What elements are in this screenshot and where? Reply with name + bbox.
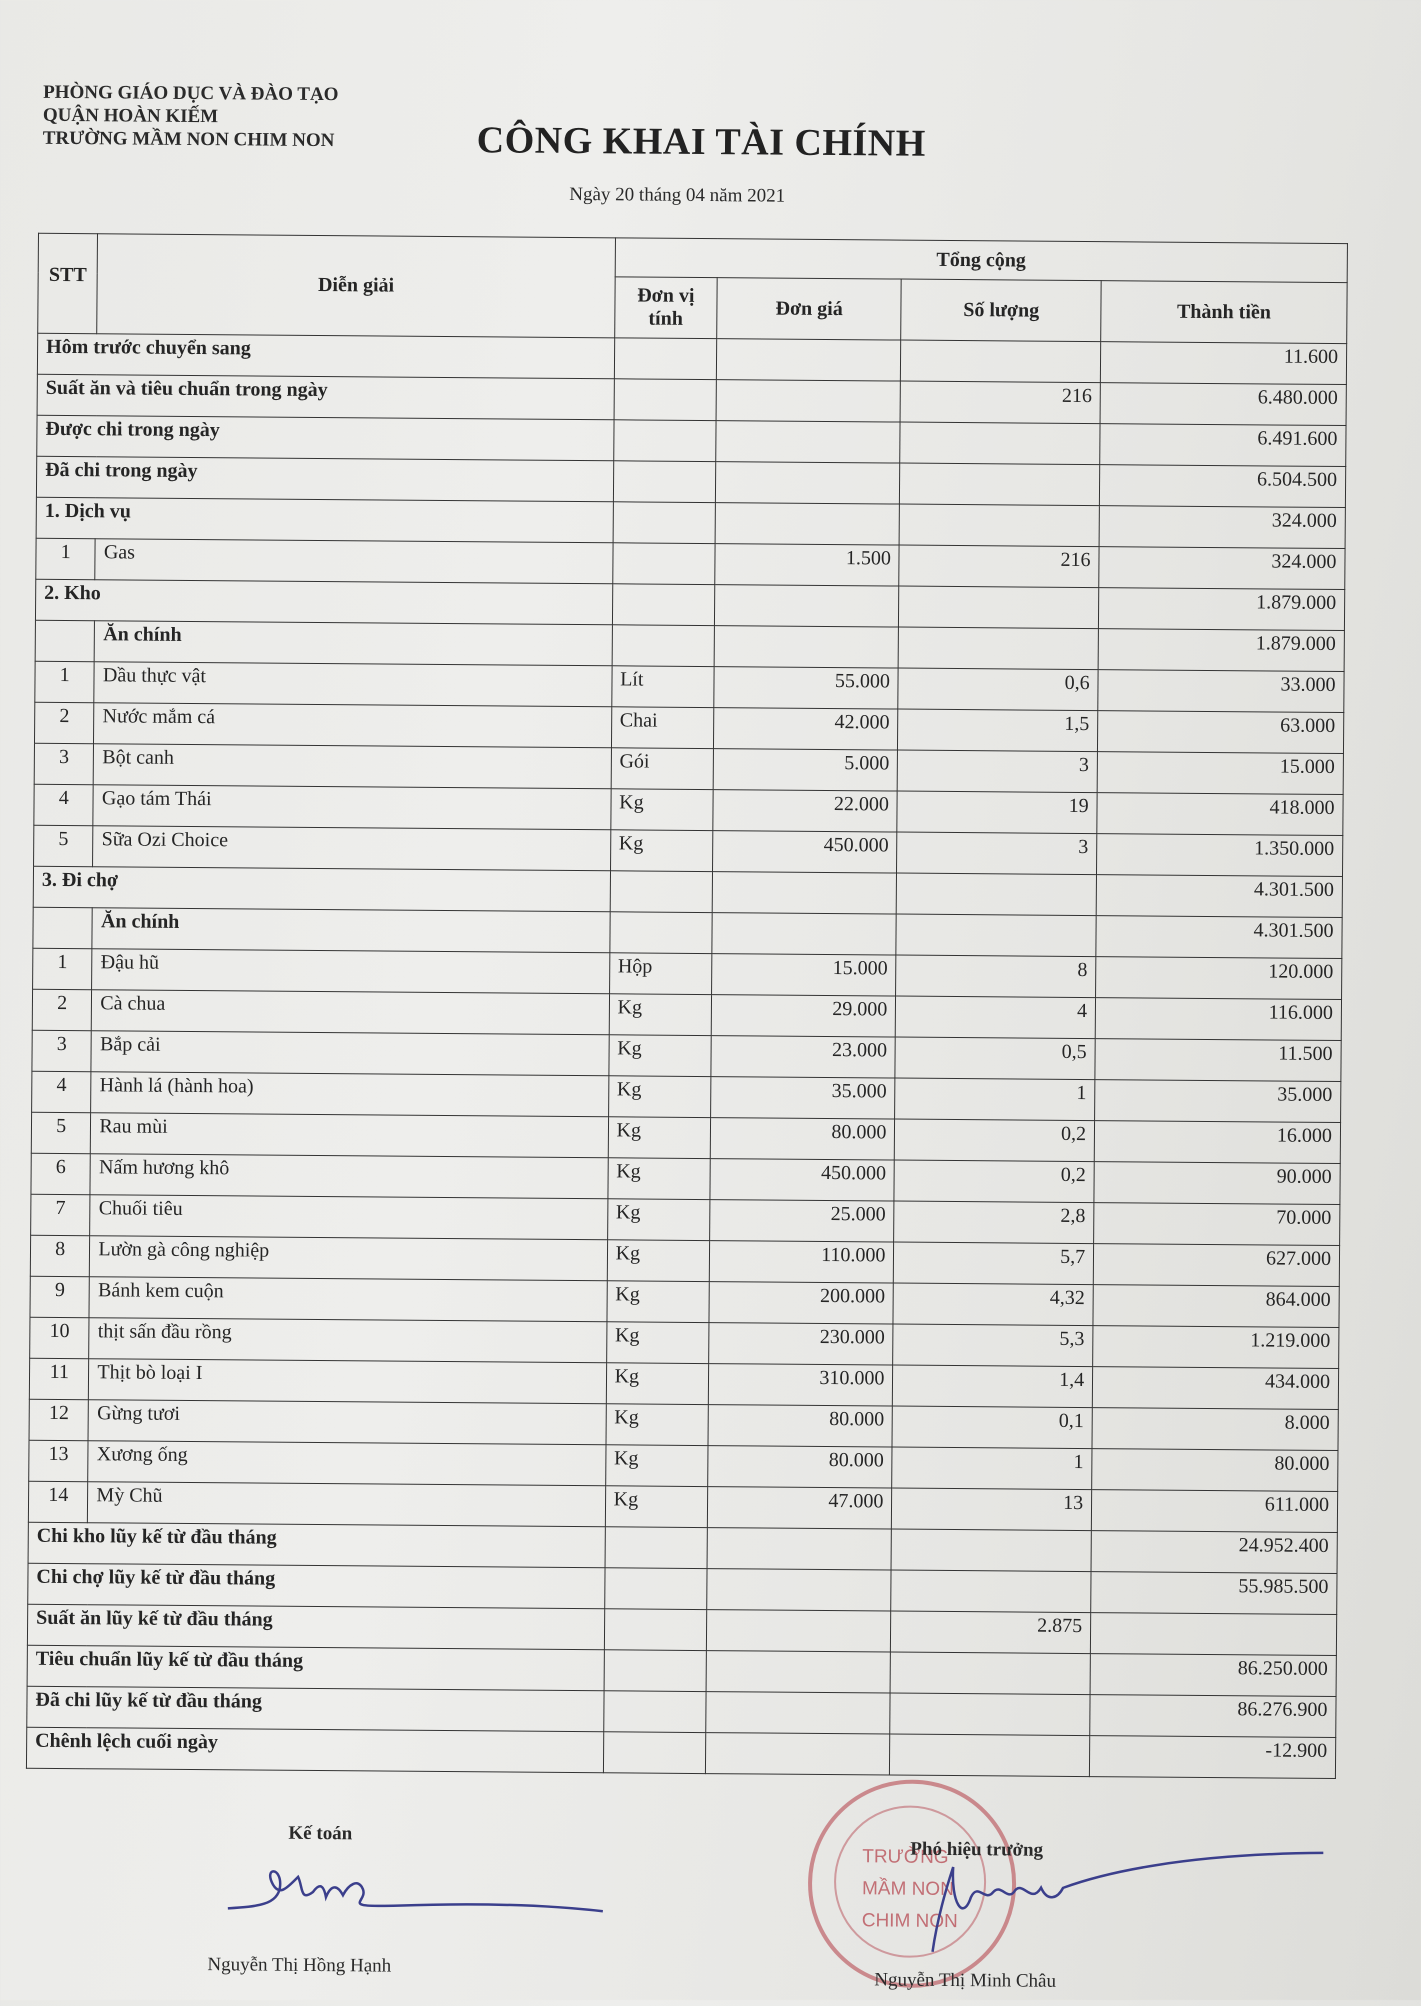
cell-unit-price xyxy=(706,1692,891,1734)
cell-amount: 86.276.900 xyxy=(1090,1695,1336,1738)
cell-unit-price xyxy=(716,380,901,422)
cell-quantity: 13 xyxy=(892,1488,1092,1531)
cell-description: thịt sấn đầu rồng xyxy=(89,1318,607,1363)
cell-unit-price xyxy=(716,421,901,463)
cell-amount: 8.000 xyxy=(1092,1408,1338,1451)
accountant-role: Kế toán xyxy=(288,1822,353,1845)
cell-unit-price: 80.000 xyxy=(710,1118,895,1160)
cell-amount: 90.000 xyxy=(1094,1162,1340,1205)
cell-unit-price: 5.000 xyxy=(713,749,898,791)
cell-unit xyxy=(612,625,715,667)
cell-description: 3. Đi chợ xyxy=(33,866,610,912)
cell-description: Nấm hương khô xyxy=(90,1154,608,1199)
cell-unit xyxy=(604,1650,707,1692)
cell-stt: 11 xyxy=(29,1358,89,1399)
cell-amount: 4.301.500 xyxy=(1096,875,1342,918)
cell-amount: 24.952.400 xyxy=(1091,1531,1337,1574)
cell-description: 1. Dịch vụ xyxy=(36,497,613,543)
cell-description: Được chi trong ngày xyxy=(37,415,614,461)
vice-principal-signature xyxy=(922,1842,1343,1965)
cell-amount: 11.500 xyxy=(1095,1039,1341,1082)
cell-unit: Kg xyxy=(605,1486,708,1528)
cell-quantity xyxy=(899,627,1099,670)
cell-description: Đã chi trong ngày xyxy=(36,456,613,502)
cell-quantity: 1 xyxy=(895,1078,1095,1121)
cell-description: 2. Kho xyxy=(35,579,612,625)
table-header xyxy=(38,233,1348,343)
cell-unit-price xyxy=(716,339,901,381)
cell-unit-price: 110.000 xyxy=(709,1241,894,1283)
cell-unit: Kg xyxy=(608,1076,711,1118)
cell-unit: Kg xyxy=(607,1240,710,1282)
cell-unit: Lít xyxy=(611,666,714,708)
cell-quantity: 4,32 xyxy=(893,1283,1093,1326)
cell-description: Ăn chính xyxy=(95,621,613,666)
cell-amount: 116.000 xyxy=(1095,998,1341,1041)
cell-unit xyxy=(604,1568,707,1610)
cell-description: Chi kho lũy kế từ đầu tháng xyxy=(28,1522,605,1568)
cell-amount: 33.000 xyxy=(1098,670,1344,713)
cell-unit xyxy=(603,1691,706,1733)
cell-amount: 6.504.500 xyxy=(1100,465,1346,508)
cell-unit-price: 47.000 xyxy=(707,1487,892,1529)
cell-unit-price: 200.000 xyxy=(709,1282,894,1324)
cell-stt: 4 xyxy=(32,1071,92,1112)
cell-unit-price: 15.000 xyxy=(712,954,897,996)
header-unit-price: Đơn giá xyxy=(717,278,902,340)
cell-unit xyxy=(610,871,713,913)
cell-description: Hôm trước chuyển sang xyxy=(37,333,614,379)
cell-unit: Kg xyxy=(606,1404,709,1446)
cell-stt: 1 xyxy=(33,948,93,989)
cell-unit xyxy=(614,338,717,380)
cell-stt: 4 xyxy=(34,784,94,825)
cell-unit: Kg xyxy=(606,1363,709,1405)
cell-description: Sữa Ozi Choice xyxy=(93,826,611,871)
accountant-name: Nguyễn Thị Hồng Hạnh xyxy=(207,1954,392,1977)
cell-description: Dầu thực vật xyxy=(94,662,612,707)
cell-stt: 6 xyxy=(31,1153,91,1194)
table-body xyxy=(26,333,1346,1778)
cell-stt: 3 xyxy=(32,1030,92,1071)
header-quantity: Số lượng xyxy=(901,279,1101,342)
cell-amount: 15.000 xyxy=(1097,752,1343,795)
cell-amount: 1.879.000 xyxy=(1099,588,1345,631)
cell-unit: Kg xyxy=(607,1199,710,1241)
cell-stt: 12 xyxy=(29,1399,89,1440)
cell-unit-price: 80.000 xyxy=(708,1405,893,1447)
cell-amount: 86.250.000 xyxy=(1090,1654,1336,1697)
cell-stt: 9 xyxy=(30,1276,90,1317)
cell-quantity: 1 xyxy=(892,1447,1092,1490)
cell-unit-price: 450.000 xyxy=(713,831,898,873)
cell-unit-price: 42.000 xyxy=(714,708,899,750)
cell-amount: -12.900 xyxy=(1090,1736,1336,1779)
cell-quantity: 0,6 xyxy=(898,668,1098,711)
cell-unit: Kg xyxy=(606,1322,709,1364)
cell-amount: 16.000 xyxy=(1094,1121,1340,1164)
stamp-line-3: CHIM NON xyxy=(861,1910,958,1933)
cell-quantity: 1,5 xyxy=(898,709,1098,752)
cell-description: Bột canh xyxy=(94,744,612,789)
cell-quantity: 3 xyxy=(897,832,1097,875)
header-amount: Thành tiền xyxy=(1101,281,1347,344)
header-stt: STT xyxy=(38,233,98,333)
cell-description: Bánh kem cuộn xyxy=(89,1277,607,1322)
cell-unit-price: 80.000 xyxy=(708,1446,893,1488)
cell-amount: 120.000 xyxy=(1096,957,1342,1000)
cell-unit-price: 1.500 xyxy=(715,544,900,586)
org-line-school: TRƯỜNG MẦM NON CHIM NON xyxy=(42,127,335,152)
cell-amount: 324.000 xyxy=(1099,547,1345,590)
cell-amount xyxy=(1091,1613,1337,1656)
cell-stt: 5 xyxy=(34,825,94,866)
accountant-signature-block xyxy=(288,1823,352,1846)
cell-quantity: 2,8 xyxy=(894,1201,1094,1244)
cell-amount: 4.301.500 xyxy=(1096,916,1342,959)
cell-description: Chi chợ lũy kế từ đầu tháng xyxy=(28,1563,605,1609)
header-unit: Đơn vị tính xyxy=(614,277,717,339)
document-title: CÔNG KHAI TÀI CHÍNH xyxy=(476,119,926,165)
cell-amount: 611.000 xyxy=(1091,1490,1337,1533)
cell-quantity: 216 xyxy=(899,545,1099,588)
cell-unit-price xyxy=(707,1569,892,1611)
cell-stt: 7 xyxy=(31,1194,91,1235)
accountant-signature xyxy=(218,1846,619,1929)
cell-description: Đã chi lũy kế từ đầu tháng xyxy=(27,1686,604,1732)
cell-amount: 70.000 xyxy=(1094,1203,1340,1246)
cell-unit-price xyxy=(707,1528,892,1570)
cell-amount: 80.000 xyxy=(1092,1449,1338,1492)
cell-description: Mỳ Chũ xyxy=(88,1482,606,1527)
finance-table xyxy=(26,233,1348,1779)
cell-unit: Kg xyxy=(610,830,713,872)
cell-quantity xyxy=(901,340,1101,383)
cell-quantity xyxy=(897,873,1097,916)
cell-unit xyxy=(613,461,716,503)
cell-unit-price xyxy=(714,585,899,627)
cell-quantity xyxy=(899,586,1099,629)
cell-unit xyxy=(609,912,712,954)
cell-quantity: 216 xyxy=(900,381,1100,424)
cell-description: Gas xyxy=(95,539,613,584)
stamp-line-1: TRƯỜNG xyxy=(862,1846,949,1868)
cell-stt: 2 xyxy=(34,702,94,743)
cell-unit: Hộp xyxy=(609,953,712,995)
cell-quantity: 0,1 xyxy=(892,1406,1092,1449)
cell-unit xyxy=(613,502,716,544)
cell-amount: 6.480.000 xyxy=(1100,383,1346,426)
cell-unit: Kg xyxy=(607,1281,710,1323)
cell-unit: Kg xyxy=(605,1445,708,1487)
organization-header xyxy=(43,81,339,152)
cell-unit xyxy=(614,379,717,421)
document-date: Ngày 20 tháng 04 năm 2021 xyxy=(569,183,786,207)
cell-unit-price xyxy=(712,913,897,955)
cell-unit-price xyxy=(715,503,900,545)
cell-quantity: 0,5 xyxy=(895,1037,1095,1080)
cell-quantity xyxy=(890,1734,1090,1777)
cell-stt: 14 xyxy=(28,1481,88,1522)
cell-quantity: 8 xyxy=(896,955,1096,998)
cell-description: Gạo tám Thái xyxy=(93,785,611,830)
cell-description: Cà chua xyxy=(92,990,610,1035)
cell-quantity: 2.875 xyxy=(891,1611,1091,1654)
cell-description: Lườn gà công nghiệp xyxy=(90,1236,608,1281)
cell-amount: 11.600 xyxy=(1100,342,1346,385)
cell-description: Suất ăn lũy kế từ đầu tháng xyxy=(27,1604,604,1650)
cell-quantity: 0,2 xyxy=(894,1160,1094,1203)
cell-amount: 63.000 xyxy=(1098,711,1344,754)
cell-unit xyxy=(605,1527,708,1569)
cell-unit: Chai xyxy=(611,707,714,749)
cell-stt: 1 xyxy=(35,661,95,702)
header-description: Diễn giải xyxy=(97,234,615,338)
cell-quantity: 0,2 xyxy=(895,1119,1095,1162)
cell-unit-price: 55.000 xyxy=(714,667,899,709)
cell-description: Rau mùi xyxy=(91,1113,609,1158)
cell-unit-price: 310.000 xyxy=(708,1364,893,1406)
cell-unit-price xyxy=(712,872,897,914)
cell-description: Bắp cải xyxy=(91,1031,609,1076)
cell-amount: 1.219.000 xyxy=(1093,1326,1339,1369)
cell-unit-price: 35.000 xyxy=(711,1077,896,1119)
cell-unit: Kg xyxy=(609,1035,712,1077)
cell-description: Tiêu chuẩn lũy kế từ đầu tháng xyxy=(27,1645,604,1691)
cell-amount: 864.000 xyxy=(1093,1285,1339,1328)
cell-description: Suất ăn và tiêu chuẩn trong ngày xyxy=(37,374,614,420)
cell-quantity xyxy=(890,1693,1090,1736)
cell-description: Gừng tươi xyxy=(88,1400,606,1445)
cell-description: Chuối tiêu xyxy=(90,1195,608,1240)
cell-quantity: 3 xyxy=(898,750,1098,793)
cell-unit-price xyxy=(706,1610,891,1652)
cell-stt: 5 xyxy=(31,1112,91,1153)
org-line-department: PHÒNG GIÁO DỤC VÀ ĐÀO TẠO xyxy=(43,81,339,106)
cell-description: Thịt bò loại I xyxy=(89,1359,607,1404)
cell-unit: Gói xyxy=(611,748,714,790)
cell-quantity: 5,3 xyxy=(893,1324,1093,1367)
cell-quantity: 1,4 xyxy=(893,1365,1093,1408)
cell-quantity xyxy=(899,504,1099,547)
cell-quantity xyxy=(890,1652,1090,1695)
cell-amount: 1.879.000 xyxy=(1098,629,1344,672)
cell-stt: 13 xyxy=(29,1440,89,1481)
cell-unit xyxy=(604,1609,707,1651)
cell-amount: 627.000 xyxy=(1093,1244,1339,1287)
cell-amount: 55.985.500 xyxy=(1091,1572,1337,1615)
cell-unit-price xyxy=(714,626,899,668)
cell-description: Xương ống xyxy=(88,1441,606,1486)
cell-amount: 418.000 xyxy=(1097,793,1343,836)
cell-unit: Kg xyxy=(608,1117,711,1159)
cell-unit xyxy=(612,584,715,626)
cell-amount: 434.000 xyxy=(1092,1367,1338,1410)
cell-description: Hành lá (hành hoa) xyxy=(91,1072,609,1117)
cell-unit-price: 230.000 xyxy=(709,1323,894,1365)
cell-description: Nước mắm cá xyxy=(94,703,612,748)
cell-stt: 10 xyxy=(30,1317,90,1358)
cell-unit xyxy=(603,1732,706,1774)
cell-stt: 2 xyxy=(32,989,92,1030)
cell-unit-price: 450.000 xyxy=(710,1159,895,1201)
cell-quantity xyxy=(891,1529,1091,1572)
cell-unit xyxy=(612,543,715,585)
cell-unit: Kg xyxy=(608,1158,711,1200)
cell-unit-price xyxy=(706,1651,891,1693)
cell-amount: 324.000 xyxy=(1099,506,1345,549)
cell-unit-price: 22.000 xyxy=(713,790,898,832)
cell-stt xyxy=(33,907,93,948)
cell-unit-price xyxy=(715,462,900,504)
cell-quantity: 5,7 xyxy=(894,1242,1094,1285)
vice-principal-role: Phó hiệu trưởng xyxy=(910,1838,1044,1861)
cell-quantity xyxy=(896,914,1096,957)
cell-unit-price: 25.000 xyxy=(710,1200,895,1242)
cell-amount: 35.000 xyxy=(1095,1080,1341,1123)
cell-quantity xyxy=(891,1570,1091,1613)
vice-principal-name: Nguyễn Thị Minh Châu xyxy=(874,1969,1057,1992)
stamp-line-2: MẦM NON xyxy=(861,1878,954,1901)
cell-quantity xyxy=(900,422,1100,465)
cell-unit: Kg xyxy=(609,994,712,1036)
cell-unit: Kg xyxy=(610,789,713,831)
cell-description: Đậu hũ xyxy=(92,949,610,994)
cell-quantity xyxy=(900,463,1100,506)
cell-unit-price xyxy=(705,1733,890,1775)
cell-amount: 6.491.600 xyxy=(1100,424,1346,467)
cell-description: Ăn chính xyxy=(92,908,610,953)
cell-amount: 1.350.000 xyxy=(1097,834,1343,877)
cell-stt: 1 xyxy=(36,538,96,579)
cell-quantity: 19 xyxy=(897,791,1097,834)
header-total-group: Tổng cộng xyxy=(615,238,1348,283)
cell-stt: 8 xyxy=(30,1235,90,1276)
cell-quantity: 4 xyxy=(896,996,1096,1039)
cell-stt xyxy=(35,620,95,661)
org-line-district: QUẬN HOÀN KIẾM xyxy=(42,104,219,128)
cell-unit-price: 29.000 xyxy=(711,995,896,1037)
cell-unit-price: 23.000 xyxy=(711,1036,896,1078)
cell-description: Chênh lệch cuối ngày xyxy=(26,1727,603,1773)
cell-stt: 3 xyxy=(34,743,94,784)
cell-unit xyxy=(613,420,716,462)
